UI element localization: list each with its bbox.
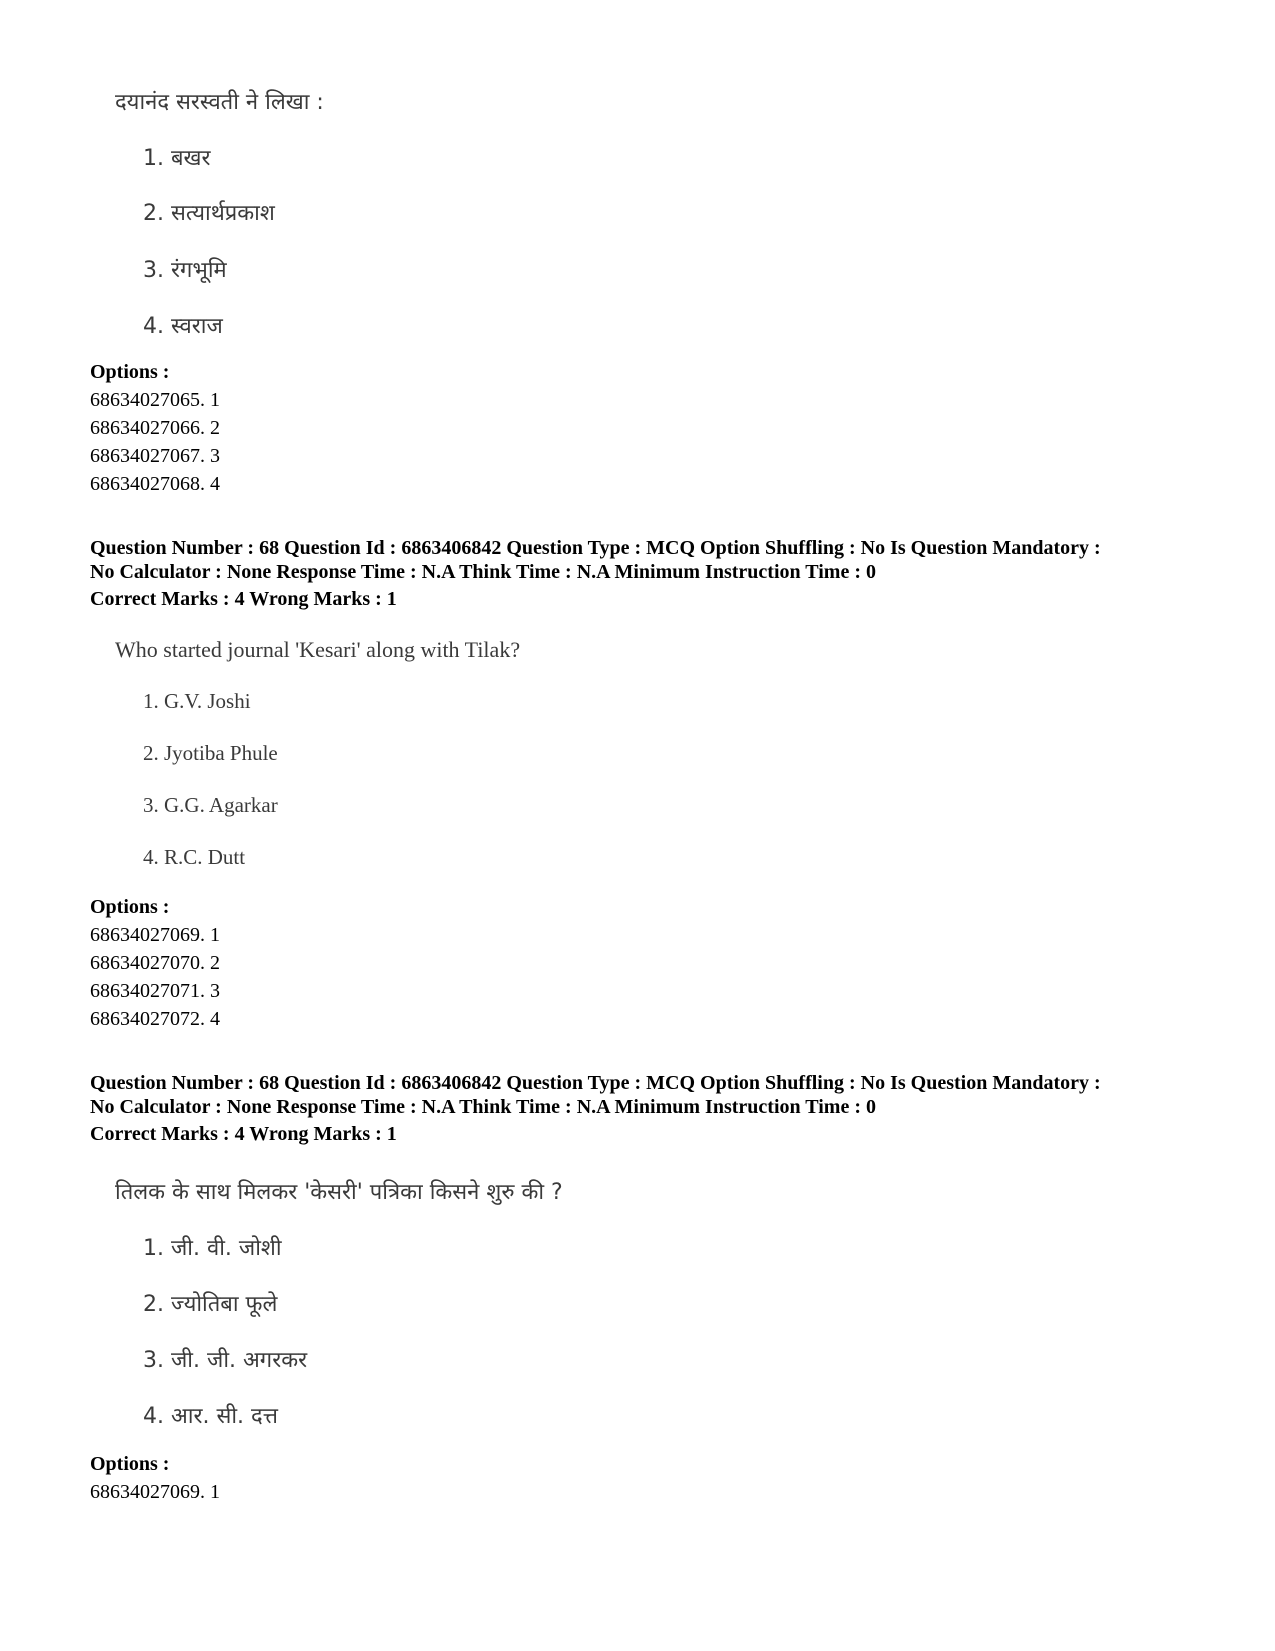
question-meta-line-1: Question Number : 68 Question Id : 6863406842 Question Type : MCQ Option Shuffling : No Is Question Mandatory : (90, 1072, 1101, 1094)
choice-1: 1. G.V. Joshi (143, 689, 251, 713)
question-meta (90, 1071, 1210, 1119)
option-line: 68634027066. 2 (90, 417, 220, 439)
option-line: 68634027072. 4 (90, 1008, 220, 1030)
choice-2: 2. सत्यार्थप्रकाश (143, 201, 275, 226)
question-meta-line-2: No Calculator : None Response Time : N.A Think Time : N.A Minimum Instruction Time : 0 (90, 1096, 876, 1118)
question-meta (90, 536, 1210, 584)
option-line: 68634027069. 1 (90, 1481, 220, 1503)
marks-line: Correct Marks : 4 Wrong Marks : 1 (90, 1123, 397, 1145)
option-line: 68634027071. 3 (90, 980, 220, 1002)
option-line: 68634027067. 3 (90, 445, 220, 467)
marks-line: Correct Marks : 4 Wrong Marks : 1 (90, 588, 397, 610)
choice-3: 3. जी. जी. अगरकर (143, 1348, 308, 1373)
option-line: 68634027069. 1 (90, 924, 220, 946)
choice-2: 2. Jyotiba Phule (143, 741, 278, 765)
choice-4: 4. आर. सी. दत्त (143, 1404, 278, 1429)
option-line: 68634027065. 1 (90, 389, 220, 411)
choice-1: 1. जी. वी. जोशी (143, 1236, 282, 1261)
options-heading: Options : (90, 896, 170, 918)
question-text: दयानंद सरस्वती ने लिखा : (115, 90, 324, 115)
choice-4: 4. R.C. Dutt (143, 845, 246, 869)
choice-2: 2. ज्योतिबा फूले (143, 1292, 278, 1317)
option-line: 68634027070. 2 (90, 952, 220, 974)
question-text: तिलक के साथ मिलकर 'केसरी' पत्रिका किसने शुरु की ? (115, 1180, 563, 1205)
choice-3: 3. G.G. Agarkar (143, 793, 278, 817)
question-text: Who started journal 'Kesari' along with Tilak? (115, 637, 521, 662)
options-heading: Options : (90, 1453, 170, 1475)
choice-1: 1. बखर (143, 146, 211, 171)
question-meta-line-2: No Calculator : None Response Time : N.A Think Time : N.A Minimum Instruction Time : 0 (90, 561, 876, 583)
choice-4: 4. स्वराज (143, 314, 223, 339)
choice-3: 3. रंगभूमि (143, 258, 227, 283)
option-line: 68634027068. 4 (90, 473, 220, 495)
question-meta-line-1: Question Number : 68 Question Id : 6863406842 Question Type : MCQ Option Shuffling : No Is Question Mandatory : (90, 537, 1101, 559)
options-heading: Options : (90, 361, 170, 383)
